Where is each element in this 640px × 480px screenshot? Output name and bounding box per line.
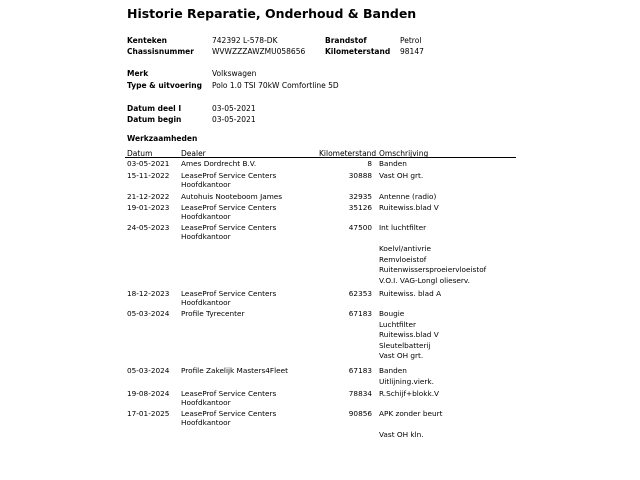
section-title: Werkzaamheden — [127, 134, 198, 143]
row-dealer: Autohuis Nooteboom James — [181, 192, 283, 201]
header-divider — [125, 157, 516, 158]
table-row — [0, 330, 640, 339]
table-row — [0, 298, 640, 307]
table-row — [0, 203, 640, 212]
row-description: Banden — [379, 159, 407, 168]
datum-deel-1-value: 03-05-2021 — [212, 104, 256, 113]
type-value: Polo 1.0 TSI 70kW Comfortline 5D — [212, 81, 339, 90]
row-kilometerstand: 78834 — [348, 389, 372, 398]
row-kilometerstand: 30888 — [348, 171, 372, 180]
row-description: Antenne (radio) — [379, 192, 437, 201]
column-header-km: Kilometerstand — [319, 149, 377, 158]
table-row — [0, 398, 640, 407]
table-row — [0, 366, 640, 375]
row-description: V.O.I. VAG-Longl olieserv. — [379, 276, 470, 285]
row-date: 19-01-2023 — [127, 203, 170, 212]
chassis-value: WVWZZZAWZMU058656 — [212, 47, 306, 56]
row-date: 05-03-2024 — [127, 309, 170, 318]
column-header-dealer: Dealer — [181, 149, 206, 158]
table-row — [0, 430, 640, 439]
datum-begin-label: Datum begin — [127, 115, 182, 124]
column-header-date: Datum — [127, 149, 153, 158]
datum-deel-1-label: Datum deel I — [127, 104, 182, 113]
datum-begin-value: 03-05-2021 — [212, 115, 256, 124]
row-description: Sleutelbatterij — [379, 340, 431, 350]
row-date: 24-05-2023 — [127, 223, 170, 232]
brandstof-label: Brandstof — [325, 36, 367, 45]
row-kilometerstand: 47500 — [348, 223, 372, 232]
row-description: Vast OH grt. — [379, 351, 424, 361]
row-dealer: LeaseProf Service Centers — [181, 289, 277, 298]
merk-value: Volkswagen — [212, 69, 257, 78]
row-dealer-line2: Hoofdkantoor — [181, 418, 231, 427]
table-row — [0, 255, 640, 264]
row-kilometerstand: 67183 — [348, 309, 372, 318]
row-description: Koelvl/antivrie — [379, 244, 432, 254]
row-kilometerstand: 35126 — [348, 203, 372, 212]
table-row — [0, 409, 640, 418]
row-description: Ruitewiss.blad V — [379, 330, 439, 340]
row-dealer: LeaseProf Service Centers — [181, 389, 277, 398]
row-kilometerstand: 62353 — [348, 289, 372, 298]
page-title: Historie Reparatie, Onderhoud & Banden — [127, 6, 417, 21]
table-row — [0, 265, 640, 274]
table-row — [0, 171, 640, 180]
kenteken-value: 742392 L-578-DK — [212, 36, 278, 45]
table-row — [0, 320, 640, 329]
row-description: Ruitewiss. blad A — [379, 289, 442, 298]
row-dealer-line2: Hoofdkantoor — [181, 298, 231, 307]
row-dealer: Profile Tyrecenter — [181, 309, 245, 318]
chassis-label: Chassisnummer — [127, 47, 194, 56]
row-dealer: LeaseProf Service Centers — [181, 409, 277, 418]
brandstof-value: Petrol — [400, 36, 422, 45]
row-dealer: Ames Dordrecht B.V. — [181, 159, 257, 168]
table-row — [0, 351, 640, 360]
row-date: 18-12-2023 — [127, 289, 170, 298]
row-description: Ruitewiss.blad V — [379, 203, 439, 212]
row-dealer: LeaseProf Service Centers — [181, 223, 277, 232]
row-kilometerstand: 8 — [367, 159, 372, 168]
row-dealer-line2: Hoofdkantoor — [181, 398, 231, 407]
row-date: 17-01-2025 — [127, 409, 170, 418]
row-kilometerstand: 67183 — [348, 366, 372, 375]
table-row — [0, 159, 640, 168]
table-row — [0, 389, 640, 398]
type-label: Type & uitvoering — [127, 81, 202, 90]
row-date: 19-08-2024 — [127, 389, 170, 398]
kilometerstand-label: Kilometerstand — [325, 47, 391, 56]
row-dealer: Profile Zakelijk Masters4Fleet — [181, 366, 288, 375]
row-description: Luchtfilter — [379, 319, 417, 329]
kenteken-label: Kenteken — [127, 36, 167, 45]
row-description: Vast OH kln. — [379, 430, 424, 440]
table-row — [0, 223, 640, 232]
row-date: 21-12-2022 — [127, 192, 170, 201]
row-date: 15-11-2022 — [127, 171, 170, 180]
kilometerstand-value: 98147 — [400, 47, 424, 56]
table-row — [0, 309, 640, 318]
row-dealer-line2: Hoofdkantoor — [181, 212, 231, 221]
row-description: Bougie — [379, 309, 405, 318]
row-kilometerstand: 90856 — [348, 409, 372, 418]
row-dealer: LeaseProf Service Centers — [181, 171, 277, 180]
column-header-description: Omschrijving — [379, 149, 429, 158]
row-date: 03-05-2021 — [127, 159, 170, 168]
row-dealer-line2: Hoofdkantoor — [181, 180, 231, 189]
row-kilometerstand: 32935 — [348, 192, 372, 201]
table-row — [0, 341, 640, 350]
table-row — [0, 180, 640, 189]
row-date: 05-03-2024 — [127, 366, 170, 375]
row-description: Ruitenwissersproeiervloeistof — [379, 265, 487, 275]
merk-label: Merk — [127, 69, 149, 78]
table-row — [0, 276, 640, 285]
table-row — [0, 418, 640, 427]
row-description: Remvloeistof — [379, 254, 427, 264]
table-row — [0, 244, 640, 253]
table-row — [0, 377, 640, 386]
row-description: Uitlijning.vierk. — [379, 376, 434, 386]
table-row — [0, 212, 640, 221]
table-row — [0, 289, 640, 298]
row-description: Vast OH grt. — [379, 171, 424, 180]
row-description: Int luchtfilter — [379, 223, 427, 232]
row-description: APK zonder beurt — [379, 409, 443, 418]
row-dealer: LeaseProf Service Centers — [181, 203, 277, 212]
table-row — [0, 232, 640, 241]
table-row — [0, 192, 640, 201]
row-dealer-line2: Hoofdkantoor — [181, 232, 231, 241]
row-description: Banden — [379, 366, 407, 375]
row-description: R.Schijf+blokk.V — [379, 389, 440, 398]
